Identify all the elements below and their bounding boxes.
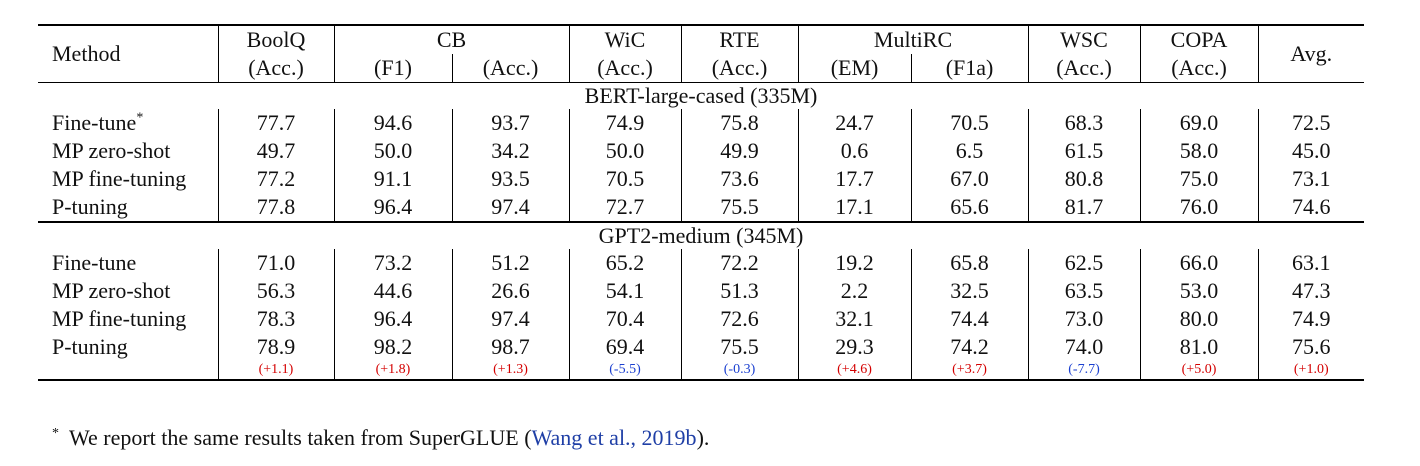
metric-cb-acc: (Acc.) <box>452 54 569 83</box>
value-cell: 54.1 <box>569 277 681 305</box>
value-cell: 98.7 <box>452 333 569 361</box>
metric-copa-acc: (Acc.) <box>1140 54 1258 83</box>
header-cb: CB <box>334 25 569 54</box>
value-cell: 73.6 <box>681 165 798 193</box>
value-cell: 80.8 <box>1028 165 1140 193</box>
method-cell <box>38 165 218 193</box>
method-label: P-tuning <box>52 334 128 359</box>
method-cell <box>38 249 218 277</box>
method-label: MP fine-tuning <box>52 306 187 331</box>
value-cell: 29.3 <box>798 333 911 361</box>
value-cell: 69.0 <box>1140 109 1258 137</box>
value-cell: 2.2 <box>798 277 911 305</box>
value-cell: 72.7 <box>569 193 681 222</box>
footnote-text-end: ). <box>696 425 710 450</box>
value-cell: 51.3 <box>681 277 798 305</box>
header-row-metrics <box>38 54 1364 83</box>
delta-cell: (+1.0) <box>1258 361 1364 380</box>
footnote-marker-ref: * <box>136 110 144 126</box>
value-cell: 63.1 <box>1292 250 1331 275</box>
delta-cell: (+1.1) <box>218 361 334 380</box>
value-cell: 50.0 <box>569 137 681 165</box>
value-cell: 73.1 <box>1292 166 1331 191</box>
value-cell: 93.5 <box>452 165 569 193</box>
value-cell: 73.2 <box>334 249 452 277</box>
value-cell: 63.5 <box>1028 277 1140 305</box>
value-cell: 49.7 <box>218 137 334 165</box>
value-cell: 72.5 <box>1292 110 1331 135</box>
value-cell: 50.0 <box>334 137 452 165</box>
value-cell: 75.0 <box>1140 165 1258 193</box>
value-cell: 72.6 <box>681 305 798 333</box>
method-cell <box>38 109 218 137</box>
footnote-text: We report the same results taken from SuperGLUE ( <box>69 425 532 450</box>
section-title: BERT-large-cased (335M) <box>38 83 1364 110</box>
header-wic: WiC <box>569 25 681 54</box>
value-cell: 81.7 <box>1028 193 1140 222</box>
header-rte: RTE <box>681 25 798 54</box>
section-title: GPT2-medium (345M) <box>38 222 1364 249</box>
metric-boolq-acc: (Acc.) <box>218 54 334 83</box>
header-row-tasks <box>38 25 1364 54</box>
header-avg: Avg. <box>1258 25 1364 83</box>
value-cell: 69.4 <box>569 333 681 361</box>
footnote-marker: * <box>52 425 59 441</box>
method-cell <box>38 277 218 305</box>
value-cell: 62.5 <box>1028 249 1140 277</box>
value-cell: 73.0 <box>1028 305 1140 333</box>
value-cell: 77.7 <box>218 109 334 137</box>
value-cell: 77.8 <box>218 193 334 222</box>
delta-method-cell <box>38 361 218 380</box>
section-header <box>38 83 1364 110</box>
method-label: P-tuning <box>52 194 128 219</box>
delta-cell: (+5.0) <box>1140 361 1258 380</box>
value-cell: 32.1 <box>798 305 911 333</box>
value-cell: 96.4 <box>334 193 452 222</box>
results-table <box>38 24 1364 381</box>
value-cell: 65.8 <box>911 249 1028 277</box>
value-cell: 65.2 <box>569 249 681 277</box>
value-cell: 51.2 <box>452 249 569 277</box>
table-row <box>38 249 1364 277</box>
method-cell <box>38 137 218 165</box>
table-row <box>38 109 1364 137</box>
method-label: MP zero-shot <box>52 278 171 303</box>
value-cell: 56.3 <box>218 277 334 305</box>
value-cell: 74.0 <box>1028 333 1140 361</box>
value-cell: 45.0 <box>1292 138 1331 163</box>
table-body <box>38 83 1364 381</box>
value-cell: 75.5 <box>681 193 798 222</box>
metric-rte-acc: (Acc.) <box>681 54 798 83</box>
header-boolq: BoolQ <box>218 25 334 54</box>
value-cell: 17.7 <box>798 165 911 193</box>
method-cell <box>38 333 218 361</box>
table-row <box>38 277 1364 305</box>
value-cell: 80.0 <box>1140 305 1258 333</box>
value-cell: 58.0 <box>1140 137 1258 165</box>
footnote <box>52 425 709 451</box>
value-cell: 70.5 <box>911 109 1028 137</box>
table-row <box>38 137 1364 165</box>
value-cell: 53.0 <box>1140 277 1258 305</box>
header-multirc: MultiRC <box>798 25 1028 54</box>
value-cell: 72.2 <box>681 249 798 277</box>
delta-cell: (-5.5) <box>569 361 681 380</box>
value-cell: 81.0 <box>1140 333 1258 361</box>
metric-wsc-acc: (Acc.) <box>1028 54 1140 83</box>
method-label: MP fine-tuning <box>52 166 187 191</box>
value-cell: 0.6 <box>798 137 911 165</box>
value-cell: 34.2 <box>452 137 569 165</box>
value-cell: 19.2 <box>798 249 911 277</box>
section-header <box>38 222 1364 249</box>
value-cell: 78.9 <box>218 333 334 361</box>
header-wsc: WSC <box>1028 25 1140 54</box>
value-cell: 47.3 <box>1292 278 1331 303</box>
value-cell: 61.5 <box>1028 137 1140 165</box>
table-row <box>38 305 1364 333</box>
delta-cell: (+1.3) <box>452 361 569 380</box>
delta-cell: (-7.7) <box>1028 361 1140 380</box>
value-cell: 32.5 <box>911 277 1028 305</box>
method-label: Fine-tune <box>52 250 137 275</box>
value-cell: 68.3 <box>1028 109 1140 137</box>
value-cell: 6.5 <box>911 137 1028 165</box>
metric-multirc-f1a: (F1a) <box>911 54 1028 83</box>
value-cell: 74.4 <box>911 305 1028 333</box>
value-cell: 76.0 <box>1140 193 1258 222</box>
value-cell: 67.0 <box>911 165 1028 193</box>
value-cell: 97.4 <box>452 193 569 222</box>
header-method: Method <box>38 25 218 83</box>
value-cell: 74.9 <box>1292 306 1331 331</box>
method-cell <box>38 305 218 333</box>
delta-row <box>38 361 1364 380</box>
value-cell: 75.8 <box>681 109 798 137</box>
table-row <box>38 333 1364 361</box>
value-cell: 17.1 <box>798 193 911 222</box>
value-cell: 49.9 <box>681 137 798 165</box>
metric-cb-f1: (F1) <box>334 54 452 83</box>
delta-cell: (+3.7) <box>911 361 1028 380</box>
value-cell: 70.5 <box>569 165 681 193</box>
value-cell: 74.6 <box>1258 193 1364 222</box>
value-cell: 75.6 <box>1292 334 1331 359</box>
value-cell: 74.2 <box>911 333 1028 361</box>
metric-wic-acc: (Acc.) <box>569 54 681 83</box>
value-cell: 96.4 <box>334 305 452 333</box>
method-label: Fine-tune <box>52 110 137 135</box>
method-label: MP zero-shot <box>52 138 171 163</box>
value-cell: 75.5 <box>681 333 798 361</box>
method-cell <box>38 193 218 222</box>
delta-cell: (+4.6) <box>798 361 911 380</box>
value-cell: 70.4 <box>569 305 681 333</box>
value-cell: 24.7 <box>798 109 911 137</box>
table-row <box>38 165 1364 193</box>
metric-multirc-em: (EM) <box>798 54 911 83</box>
value-cell: 91.1 <box>334 165 452 193</box>
table-row <box>38 193 1364 222</box>
value-cell: 71.0 <box>218 249 334 277</box>
value-cell: 98.2 <box>334 333 452 361</box>
value-cell: 94.6 <box>334 109 452 137</box>
value-cell: 26.6 <box>452 277 569 305</box>
value-cell: 65.6 <box>911 193 1028 222</box>
value-cell: 74.9 <box>569 109 681 137</box>
value-cell: 44.6 <box>334 277 452 305</box>
header-copa: COPA <box>1140 25 1258 54</box>
value-cell: 78.3 <box>218 305 334 333</box>
delta-cell: (-0.3) <box>681 361 798 380</box>
value-cell: 77.2 <box>218 165 334 193</box>
value-cell: 66.0 <box>1140 249 1258 277</box>
value-cell: 93.7 <box>452 109 569 137</box>
citation-link[interactable]: Wang et al., 2019b <box>531 425 697 450</box>
value-cell: 97.4 <box>452 305 569 333</box>
delta-cell: (+1.8) <box>334 361 452 380</box>
